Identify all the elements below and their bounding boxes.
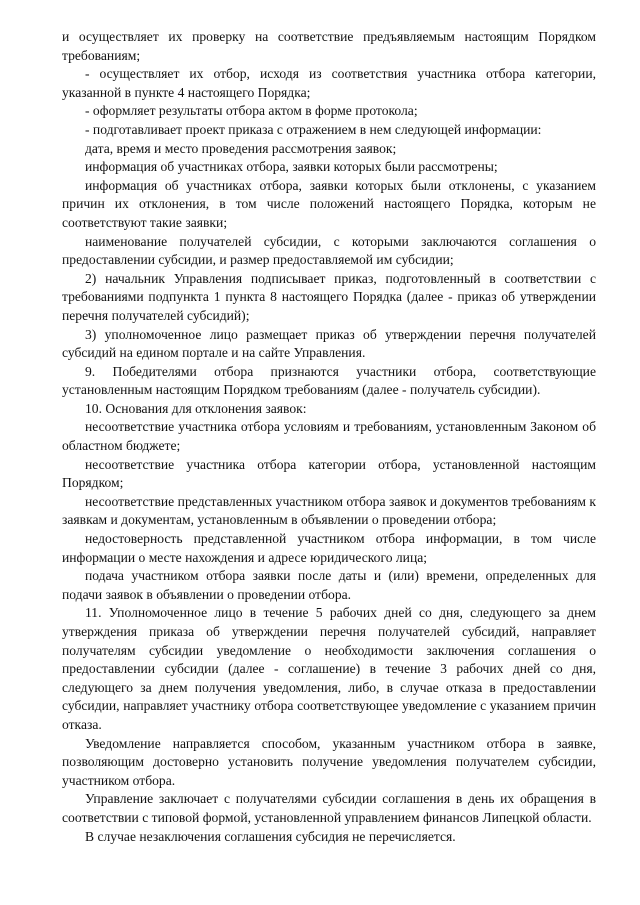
paragraph-17: подача участником отбора заявки после даты и (или) времени, определенных для подачи заявок в объявлении о проведении отбора. bbox=[62, 568, 596, 602]
paragraph-9: 2) начальник Управления подписывает приказ, подготовленный в соответствии с требованиями подпункта 1 пункта 8 настоящего Порядка (далее - приказ об утверждении перечня получателей субсидий); bbox=[62, 270, 596, 323]
paragraph-19: Уведомление направляется способом, указанным участником отбора в заявке, позволяющим достоверно установить получение уведомления получателем субсидии, участником отбора. bbox=[62, 735, 596, 788]
paragraph-13: несоответствие участника отбора условиям и требованиям, установленным Законом об областном бюджете; bbox=[62, 419, 596, 454]
paragraph-2: - осуществляет их отбор, исходя из соответствия участника отбора категории, указанной в пункте 4 настоящего Порядка; bbox=[62, 66, 596, 100]
paragraph-3: - оформляет результаты отбора актом в форме протокола; bbox=[85, 103, 418, 119]
paragraph-4: - подготавливает проект приказа с отражением в нем следующей информации: bbox=[85, 121, 542, 137]
paragraph-6: информация об участниках отбора, заявки которых были рассмотрены; bbox=[85, 159, 498, 175]
paragraph-10: 3) уполномоченное лицо размещает приказ об утверждении перечня получателей субсидий на едином портале и на сайте Управления. bbox=[62, 326, 596, 361]
paragraph-18: 11. Уполномоченное лицо в течение 5 рабочих дней со дня, следующего за днем утверждения приказа об утверждении перечня получателей субсидий, направляет получателям субсидии уведомление о необходимости заключения соглашения о предоставлении субсидии (далее - соглашение) в течение 3 рабочих дней со дня, следующего за днем получения уведомления, либо, в случае отказа в предоставлении субсидии, направляет участнику отбора соответствующее уведомление с указанием причин отказа. bbox=[62, 605, 596, 732]
paragraph-11: 9. Победителями отбора признаются участники отбора, соответствующие установленным настоящим Порядком требованиям (далее - получатель субсидии). bbox=[62, 363, 596, 398]
paragraph-1: и осуществляет их проверку на соответствие предъявляемым настоящим Порядком требованиям; bbox=[62, 29, 596, 63]
paragraph-14: несоответствие участника отбора категории отбора, установленной настоящим Порядком; bbox=[62, 456, 596, 491]
paragraph-15: несоответствие представленных участником отбора заявок и документов требованиям к заявкам и документам, установленным в объявлении о проведении отбора; bbox=[62, 493, 596, 528]
paragraph-7: информация об участниках отбора, заявки которых были отклонены, с указанием причин их отклонения, в том числе положений настоящего Порядка, которым не соответствуют такие заявки; bbox=[62, 177, 596, 230]
document-page bbox=[62, 28, 596, 846]
paragraph-20: Управление заключает с получателями субсидии соглашения в день их обращения в соответствии с типовой формой, установленной управлением финансов Липецкой области. bbox=[62, 791, 596, 825]
paragraph-16: недостоверность представленной участником отбора информации, в том числе информации о месте нахождения и адресе юридического лица; bbox=[62, 531, 596, 565]
paragraph-21: В случае незаключения соглашения субсидия не перечисляется. bbox=[85, 828, 456, 844]
paragraph-8: наименование получателей субсидии, с которыми заключаются соглашения о предоставлении субсидии, и размер предоставляемой им субсидии; bbox=[62, 233, 596, 268]
paragraph-12: 10. Основания для отклонения заявок: bbox=[85, 400, 307, 416]
paragraph-5: дата, время и место проведения рассмотрения заявок; bbox=[85, 140, 397, 156]
